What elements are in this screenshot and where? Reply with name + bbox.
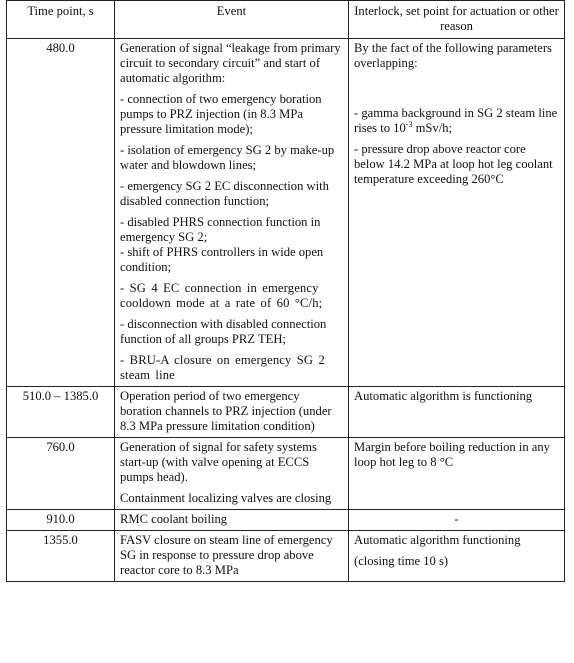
event-text: - BRU-A closure on emergency SG 2 steam line — [120, 353, 325, 382]
interlock-cell: - — [349, 510, 565, 531]
event-text: Containment localizing valves are closing — [120, 491, 332, 505]
event-text: Generation of signal for safety systems start-up (with valve opening at ECCS pumps head). — [120, 440, 317, 484]
event-text: - connection of two emergency boration pumps to PRZ injection (in 8.3 MPa pressure limitation mode); — [120, 92, 322, 136]
event-cell: FASV closure on steam line of emergency SG in response to pressure drop above reactor core to 8.3 MPa — [115, 531, 349, 582]
table-row — [7, 39, 565, 387]
spacer — [354, 77, 559, 106]
event-cell: Operation period of two emergency boration channels to PRZ injection (under 8.3 MPa pressure limitation condition) — [115, 387, 349, 438]
header-interlock: Interlock, set point for actuation or other reason — [349, 1, 565, 39]
time-cell: 480.0 — [7, 39, 115, 387]
event-cell: RMC coolant boiling — [115, 510, 349, 531]
interlock-text: By the fact of the following parameters overlapping: — [354, 41, 552, 70]
header-event: Event — [115, 1, 349, 39]
time-cell: 1355.0 — [7, 531, 115, 582]
event-cell — [115, 39, 349, 387]
interlock-text: - pressure drop above reactor core below 14.2 MPa at loop hot leg coolant temperature exceeding 260°C — [354, 142, 553, 186]
interlock-cell — [349, 531, 565, 582]
header-row — [7, 1, 565, 39]
event-text: - isolation of emergency SG 2 by make-up water and blowdown lines; — [120, 143, 335, 172]
event-text: - shift of PHRS controllers in wide open condition; — [120, 245, 324, 274]
gamma-text: - gamma background in SG 2 steam line rises to 10 — [354, 106, 558, 135]
time-cell: 910.0 — [7, 510, 115, 531]
interlock-cell: Margin before boiling reduction in any loop hot leg to 8 °C — [349, 438, 565, 510]
table-row — [7, 510, 565, 531]
time-cell: 760.0 — [7, 438, 115, 510]
event-text: - SG 4 EC connection in emergency cooldown mode at a rate of 60 °C/h; — [120, 281, 323, 310]
table-row — [7, 387, 565, 438]
event-text: - disabled PHRS connection function in emergency SG 2; — [120, 215, 321, 244]
time-cell: 510.0 – 1385.0 — [7, 387, 115, 438]
interlock-cell — [349, 39, 565, 387]
table-row — [7, 438, 565, 510]
events-table — [6, 0, 565, 582]
table-row — [7, 531, 565, 582]
event-text: - emergency SG 2 EC disconnection with disabled connection function; — [120, 179, 329, 208]
interlock-text — [354, 106, 559, 136]
interlock-text: (closing time 10 s) — [354, 554, 449, 568]
event-text: - disconnection with disabled connection function of all groups PRZ TEH; — [120, 317, 327, 346]
event-text: Generation of signal “leakage from primary circuit to secondary circuit” and start of automatic algorithm: — [120, 41, 341, 85]
header-time: Time point, s — [7, 1, 115, 39]
gamma-unit: mSv/h; — [412, 121, 452, 135]
event-cell — [115, 438, 349, 510]
interlock-text: Automatic algorithm functioning — [354, 533, 521, 547]
exponent: -3 — [405, 120, 413, 129]
interlock-cell: Automatic algorithm is functioning — [349, 387, 565, 438]
